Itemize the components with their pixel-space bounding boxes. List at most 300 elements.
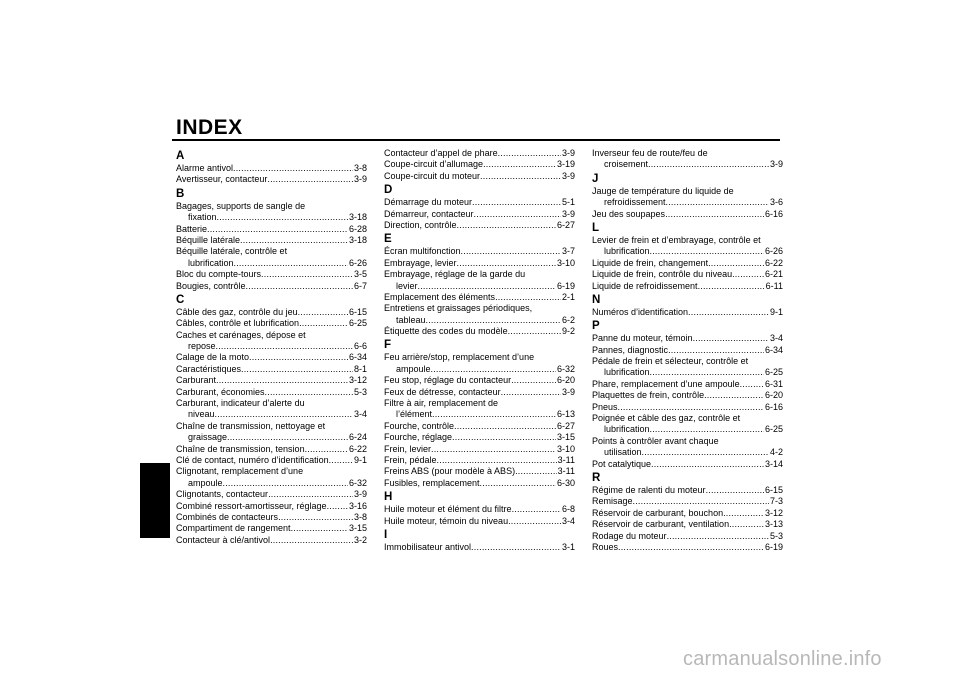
index-entry bbox=[176, 269, 367, 280]
page-title: INDEX bbox=[176, 116, 243, 139]
index-entry-text: Alarme antivol bbox=[176, 163, 234, 173]
dot-leader bbox=[454, 421, 556, 432]
dot-leader bbox=[666, 197, 769, 208]
index-entry bbox=[592, 542, 783, 553]
index-entry bbox=[384, 504, 575, 515]
index-letter-heading: N bbox=[592, 293, 601, 306]
index-letter-heading: L bbox=[592, 221, 600, 234]
index-page-ref: 3-4 bbox=[353, 409, 367, 420]
index-page-ref: 3-6 bbox=[769, 197, 783, 208]
index-page-ref: 6-15 bbox=[348, 306, 367, 317]
index-entry-text: Combiné ressort-amortisseur, réglage bbox=[176, 500, 327, 511]
index-entry bbox=[176, 523, 367, 534]
index-entry-text: Bagages, supports de sangle de bbox=[176, 200, 306, 211]
index-entry-text: Feu stop, réglage du contacteur bbox=[384, 375, 512, 386]
index-entry bbox=[384, 432, 575, 443]
index-entry bbox=[176, 318, 367, 329]
index-entry bbox=[176, 174, 367, 185]
index-letter-heading: J bbox=[592, 172, 599, 185]
index-page-ref: 6-20 bbox=[556, 375, 575, 386]
index-entry-text: lubrification bbox=[604, 424, 650, 435]
dot-leader bbox=[693, 333, 769, 344]
index-entry-text: Câbles, contrôle et lubrification bbox=[176, 318, 300, 329]
index-entry bbox=[592, 281, 783, 292]
index-entry bbox=[384, 466, 575, 477]
index-entry-text: Écran multifonction bbox=[384, 246, 461, 257]
index-entry-text: Batterie bbox=[176, 223, 208, 234]
index-letter-heading: C bbox=[176, 293, 185, 306]
index-entry bbox=[384, 258, 575, 269]
index-page-ref: 7-3 bbox=[769, 496, 783, 507]
index-entry bbox=[592, 496, 783, 507]
index-entry-text: Poignée et câble des gaz, contrôle et bbox=[592, 413, 741, 424]
index-entry bbox=[384, 303, 575, 326]
index-entry-text: Feux de détresse, contacteur bbox=[384, 386, 501, 397]
index-entry-text: Entretiens et graissages périodiques, bbox=[384, 303, 533, 314]
index-entry bbox=[176, 398, 367, 421]
index-entry bbox=[176, 489, 367, 500]
index-page-ref: 6-21 bbox=[764, 269, 783, 280]
dot-leader bbox=[665, 209, 764, 220]
index-page-ref: 3-19 bbox=[556, 159, 575, 170]
index-page-ref: 6-28 bbox=[348, 223, 367, 234]
index-page-ref: 8-1 bbox=[353, 363, 367, 374]
index-entry bbox=[176, 246, 367, 269]
index-entry-text: Avertisseur, contacteur bbox=[176, 174, 268, 185]
dot-leader bbox=[618, 402, 764, 413]
index-entry-text: Pédale de frein et sélecteur, contrôle et bbox=[592, 356, 749, 367]
index-entry bbox=[592, 258, 783, 269]
index-page-ref: 3-9 bbox=[561, 148, 575, 158]
index-entry bbox=[176, 501, 367, 512]
index-entry bbox=[592, 459, 783, 470]
index-entry bbox=[592, 402, 783, 413]
index-entry bbox=[176, 352, 367, 363]
index-entry bbox=[384, 542, 575, 553]
index-page-ref: 3-9 bbox=[561, 386, 575, 397]
index-letter-heading: A bbox=[176, 150, 185, 162]
index-entry-text: ampoule bbox=[188, 477, 223, 488]
index-entry bbox=[384, 375, 575, 386]
index-entry-text: lubrification bbox=[188, 257, 234, 268]
dot-leader bbox=[299, 318, 348, 329]
index-page-ref: 6-19 bbox=[764, 541, 783, 552]
index-page-ref: 3-14 bbox=[764, 458, 783, 469]
index-entry-text: Contacteur à clé/antivol bbox=[176, 534, 271, 545]
index-entry-text: Coupe-circuit d’allumage bbox=[384, 159, 484, 170]
index-letter-heading: R bbox=[592, 471, 601, 484]
dot-leader bbox=[708, 258, 764, 269]
dot-leader bbox=[426, 315, 561, 326]
index-entry-text: Carburant bbox=[176, 375, 217, 386]
index-entry-text: Plaquettes de frein, contrôle bbox=[592, 390, 705, 401]
index-entry bbox=[176, 235, 367, 246]
index-page-ref: 9-2 bbox=[561, 326, 575, 337]
index-entry-text: tableau bbox=[396, 314, 426, 325]
index-entry-text: refroidissement bbox=[604, 197, 666, 208]
dot-leader bbox=[508, 326, 561, 337]
index-entry-text: Numéros d’identification bbox=[592, 306, 689, 317]
index-entry-text: Embrayage, levier bbox=[384, 257, 457, 268]
index-entry-text: Calage de la moto bbox=[176, 352, 250, 363]
dot-leader bbox=[650, 246, 764, 257]
index-page-ref: 3-7 bbox=[561, 246, 575, 257]
index-entry-text: Carburant, économies bbox=[176, 386, 265, 397]
dot-leader bbox=[215, 409, 353, 420]
index-entry-text: Points à contrôler avant chaque bbox=[592, 435, 719, 446]
dot-leader bbox=[732, 269, 764, 280]
dot-leader bbox=[431, 444, 556, 455]
index-page-ref: 3-18 bbox=[348, 234, 367, 245]
index-page-ref: 6-26 bbox=[348, 257, 367, 268]
index-letter-heading: I bbox=[384, 528, 388, 541]
index-entry-text: Compartiment de rangement bbox=[176, 523, 291, 534]
dot-leader bbox=[233, 163, 353, 174]
index-entry bbox=[384, 455, 575, 466]
dot-leader bbox=[223, 478, 348, 489]
index-page-ref: 6-31 bbox=[764, 378, 783, 389]
index-entry-text: Roues bbox=[592, 541, 619, 552]
dot-leader bbox=[688, 307, 769, 318]
dot-leader bbox=[437, 455, 557, 466]
index-page-ref: 3-9 bbox=[561, 170, 575, 181]
dot-leader bbox=[207, 224, 348, 235]
dot-leader bbox=[234, 258, 348, 269]
index-page-ref: 6-15 bbox=[764, 484, 783, 495]
index-page-ref: 6-11 bbox=[765, 280, 783, 291]
index-page-ref: 6-8 bbox=[561, 504, 575, 515]
dot-leader bbox=[305, 444, 348, 455]
index-page-ref: 6-16 bbox=[764, 208, 783, 219]
dot-leader bbox=[216, 375, 348, 386]
index-page-ref: 6-7 bbox=[353, 280, 367, 291]
title-rule bbox=[172, 139, 780, 141]
index-entry bbox=[592, 307, 783, 318]
index-entry bbox=[592, 345, 783, 356]
index-page-ref: 3-4 bbox=[769, 333, 783, 344]
dot-leader bbox=[461, 246, 561, 257]
index-letter-heading: B bbox=[176, 187, 185, 200]
dot-leader bbox=[432, 409, 556, 420]
index-page-ref: 4-2 bbox=[769, 447, 783, 458]
dot-leader bbox=[246, 281, 353, 292]
index-entry bbox=[384, 516, 575, 527]
dot-leader bbox=[329, 455, 353, 466]
index-entry bbox=[592, 333, 783, 344]
index-entry-text: Rodage du moteur bbox=[592, 530, 667, 541]
index-page-ref: 6-26 bbox=[764, 246, 783, 257]
index-entry bbox=[176, 455, 367, 466]
index-entry-text: Régime de ralenti du moteur bbox=[592, 484, 706, 495]
index-entry-text: l’élément bbox=[396, 409, 433, 420]
index-entry bbox=[592, 269, 783, 280]
index-entry-text: Béquille latérale, contrôle et bbox=[176, 246, 288, 257]
index-entry-text: repose bbox=[188, 341, 216, 352]
index-entry-text: Fourche, contrôle bbox=[384, 420, 455, 431]
index-entry-text: croisement bbox=[604, 159, 649, 170]
index-entry-text: levier bbox=[396, 280, 418, 291]
index-entry bbox=[176, 512, 367, 523]
index-entry-text: fixation bbox=[188, 212, 217, 223]
index-entry-text: Chaîne de transmission, nettoyage et bbox=[176, 420, 326, 431]
index-entry-text: Filtre à air, remplacement de bbox=[384, 398, 499, 409]
index-entry-text: Démarreur, contacteur bbox=[384, 208, 474, 219]
index-page-ref: 3-10 bbox=[556, 257, 575, 268]
index-entry bbox=[176, 421, 367, 444]
index-letter-heading: H bbox=[384, 491, 393, 504]
index-entry bbox=[384, 269, 575, 292]
index-entry bbox=[592, 519, 783, 530]
index-page-ref: 6-32 bbox=[556, 363, 575, 374]
dot-leader bbox=[327, 501, 348, 512]
index-page-ref: 9-1 bbox=[353, 454, 367, 465]
index-page-ref: 3-5 bbox=[353, 269, 367, 280]
index-page-ref: 6-27 bbox=[556, 420, 575, 431]
index-letter-heading: F bbox=[384, 339, 392, 352]
index-page-ref: 5-3 bbox=[769, 530, 783, 541]
index-entry-text: Caches et carénages, dépose et bbox=[176, 329, 306, 340]
index-entry-text: Coupe-circuit du moteur bbox=[384, 170, 481, 181]
index-page-ref: 3-9 bbox=[353, 174, 367, 185]
dot-leader bbox=[268, 489, 353, 500]
dot-leader bbox=[227, 432, 348, 443]
index-page-ref: 3-15 bbox=[348, 523, 367, 534]
index-entry-text: Combinés de contacteurs bbox=[176, 511, 279, 522]
index-entry-text: Liquide de frein, changement bbox=[592, 257, 709, 268]
dot-leader bbox=[667, 531, 769, 542]
index-entry bbox=[384, 197, 575, 208]
dot-leader bbox=[698, 281, 765, 292]
index-page-ref: 3-13 bbox=[764, 519, 783, 530]
index-entry-text: Phare, remplacement d’une ampoule bbox=[592, 378, 740, 389]
index-page-ref: 3-9 bbox=[353, 489, 367, 500]
index-entry-text: Réservoir de carburant, ventilation bbox=[592, 519, 730, 530]
index-page-ref: 6-32 bbox=[348, 477, 367, 488]
dot-leader bbox=[501, 387, 561, 398]
index-page-ref: 6-20 bbox=[764, 390, 783, 401]
index-entry-text: Clé de contact, numéro d’identification bbox=[176, 454, 329, 465]
index-entry-text: Huile moteur et élément du filtre bbox=[384, 504, 512, 515]
dot-leader bbox=[298, 307, 348, 318]
dot-leader bbox=[511, 375, 556, 386]
index-entry bbox=[384, 326, 575, 337]
index-entry-text: graissage bbox=[188, 432, 228, 443]
section-tab bbox=[140, 463, 170, 538]
index-entry bbox=[176, 201, 367, 224]
dot-leader bbox=[650, 424, 764, 435]
index-entry-text: lubrification bbox=[604, 367, 650, 378]
index-entry bbox=[384, 387, 575, 398]
index-entry-text: Emplacement des éléments bbox=[384, 291, 496, 302]
dot-leader bbox=[651, 459, 764, 470]
index-entry-text: Feu arrière/stop, remplacement d’une bbox=[384, 352, 535, 363]
index-entry-text: Jauge de température du liquide de bbox=[592, 185, 734, 196]
index-entry bbox=[176, 375, 367, 386]
index-entry-text: Chaîne de transmission, tension bbox=[176, 443, 305, 454]
index-entry bbox=[592, 413, 783, 436]
index-entry-text: Réservoir de carburant, bouchon bbox=[592, 507, 724, 518]
index-entry bbox=[176, 535, 367, 546]
index-page-ref: 6-22 bbox=[764, 257, 783, 268]
index-page-ref: 3-12 bbox=[348, 375, 367, 386]
index-entry-text: Pneus bbox=[592, 401, 618, 412]
dot-leader bbox=[474, 209, 561, 220]
index-entry-text: Fusibles, remplacement bbox=[384, 477, 480, 488]
dot-leader bbox=[241, 364, 353, 375]
dot-leader bbox=[723, 508, 764, 519]
dot-leader bbox=[480, 171, 561, 182]
index-entry-text: Bougies, contrôle bbox=[176, 280, 246, 291]
watermark: carmanualsonline.info bbox=[683, 648, 882, 670]
index-entry-text: Remisage bbox=[592, 496, 633, 507]
index-entry-text: ampoule bbox=[396, 363, 431, 374]
dot-leader bbox=[291, 523, 348, 534]
index-page-ref: 6-19 bbox=[556, 280, 575, 291]
index-entry-text: Clignotant, remplacement d’une bbox=[176, 466, 304, 477]
index-entry bbox=[592, 485, 783, 496]
index-entry-text: Jeu des soupapes bbox=[592, 208, 666, 219]
dot-leader bbox=[217, 212, 348, 223]
index-entry-text: Huile moteur, témoin du niveau bbox=[384, 515, 509, 526]
index-entry bbox=[176, 444, 367, 455]
index-entry-text: Carburant, indicateur d’alerte du bbox=[176, 398, 305, 409]
index-entry bbox=[176, 281, 367, 292]
index-entry bbox=[176, 364, 367, 375]
index-page-ref: 6-25 bbox=[764, 367, 783, 378]
dot-leader bbox=[278, 512, 353, 523]
dot-leader bbox=[472, 197, 561, 208]
index-page-ref: 3-16 bbox=[348, 500, 367, 511]
index-page-ref: 6-22 bbox=[348, 443, 367, 454]
dot-leader bbox=[740, 379, 764, 390]
index-entry-text: Caractéristiques bbox=[176, 363, 242, 374]
dot-leader bbox=[457, 258, 556, 269]
index-entry-text: Clignotants, contacteur bbox=[176, 489, 269, 500]
index-entry bbox=[592, 148, 783, 171]
index-entry bbox=[384, 478, 575, 489]
index-page-ref: 9-1 bbox=[769, 306, 783, 317]
index-page-ref: 5-3 bbox=[353, 386, 367, 397]
index-entry-text: Démarrage du moteur bbox=[384, 197, 473, 208]
index-entry bbox=[176, 307, 367, 318]
dot-leader bbox=[650, 367, 764, 378]
dot-leader bbox=[729, 519, 764, 530]
index-entry bbox=[592, 209, 783, 220]
index-column-1 bbox=[176, 148, 367, 546]
index-entry-text: Levier de frein et d’embrayage, contrôle et bbox=[592, 234, 761, 245]
index-entry bbox=[384, 159, 575, 170]
dot-leader bbox=[704, 390, 764, 401]
index-entry bbox=[176, 466, 367, 489]
index-page-ref: 6-24 bbox=[348, 432, 367, 443]
dot-leader bbox=[457, 220, 556, 231]
index-page-ref: 3-8 bbox=[353, 163, 367, 173]
index-entry bbox=[592, 379, 783, 390]
index-page-ref: 6-16 bbox=[764, 401, 783, 412]
index-entry-text: Liquide de refroidissement bbox=[592, 280, 698, 291]
index-entry bbox=[384, 209, 575, 220]
dot-leader bbox=[633, 496, 769, 507]
dot-leader bbox=[480, 478, 556, 489]
dot-leader bbox=[452, 432, 556, 443]
index-entry-text: Étiquette des codes du modèle bbox=[384, 326, 508, 337]
index-entry bbox=[384, 421, 575, 432]
index-entry bbox=[592, 531, 783, 542]
index-column-3 bbox=[592, 148, 783, 553]
index-entry-text: Pannes, diagnostic bbox=[592, 344, 669, 355]
dot-leader bbox=[418, 281, 556, 292]
index-entry bbox=[384, 352, 575, 375]
dot-leader bbox=[495, 292, 561, 303]
index-page-ref: 6-25 bbox=[348, 318, 367, 329]
index-page-ref: 3-2 bbox=[353, 534, 367, 545]
index-entry-text: Immobilisateur antivol bbox=[384, 541, 472, 552]
index-entry-text: lubrification bbox=[604, 246, 650, 257]
dot-leader bbox=[642, 447, 769, 458]
index-page-ref: 3-11 bbox=[557, 454, 575, 465]
dot-leader bbox=[240, 235, 348, 246]
index-entry-text: Liquide de frein, contrôle du niveau bbox=[592, 269, 733, 280]
dot-leader bbox=[668, 345, 764, 356]
index-entry-text: Embrayage, réglage de la garde du bbox=[384, 269, 526, 280]
index-entry bbox=[592, 235, 783, 258]
dot-leader bbox=[471, 542, 561, 553]
dot-leader bbox=[267, 174, 353, 185]
dot-leader bbox=[483, 159, 556, 170]
index-entry bbox=[176, 224, 367, 235]
index-entry-text: Direction, contrôle bbox=[384, 219, 457, 230]
dot-leader bbox=[508, 516, 561, 527]
index-entry bbox=[176, 163, 367, 174]
index-page-ref: 3-18 bbox=[348, 212, 367, 223]
index-entry-text: Béquille latérale bbox=[176, 234, 241, 245]
index-entry bbox=[384, 220, 575, 231]
index-page-ref: 3-8 bbox=[353, 511, 367, 522]
index-entry-text: Bloc du compte-tours bbox=[176, 269, 262, 280]
index-page-ref: 6-25 bbox=[764, 424, 783, 435]
index-entry-text: Pot catalytique bbox=[592, 458, 652, 469]
index-entry bbox=[592, 390, 783, 401]
index-page-ref: 5-1 bbox=[561, 197, 575, 208]
index-entry bbox=[384, 398, 575, 421]
index-column-2 bbox=[384, 148, 575, 553]
index-letter-heading: D bbox=[384, 184, 393, 197]
index-entry-text: Câble des gaz, contrôle du jeu bbox=[176, 306, 298, 317]
index-page-ref: 3-10 bbox=[556, 443, 575, 454]
index-entry bbox=[384, 292, 575, 303]
dot-leader bbox=[270, 535, 353, 546]
index-page-ref: 3-15 bbox=[556, 432, 575, 443]
index-entry-text: utilisation bbox=[604, 447, 642, 458]
index-page-ref: 6-13 bbox=[556, 409, 575, 420]
index-entry bbox=[592, 186, 783, 209]
index-page-ref: 3-11 bbox=[557, 466, 575, 477]
dot-leader bbox=[618, 542, 764, 553]
index-entry bbox=[592, 508, 783, 519]
index-letter-heading: E bbox=[384, 233, 392, 246]
index-entry-text: niveau bbox=[188, 409, 215, 420]
index-page-ref: 6-27 bbox=[556, 219, 575, 230]
index-page-ref: 6-30 bbox=[556, 477, 575, 488]
index-entry-text: Frein, pédale bbox=[384, 454, 437, 465]
index-entry-text: Contacteur d’appel de phare bbox=[384, 148, 498, 158]
index-page-ref: 3-12 bbox=[764, 507, 783, 518]
index-entry bbox=[384, 171, 575, 182]
index-page-ref: 3-1 bbox=[561, 541, 575, 552]
dot-leader bbox=[249, 352, 348, 363]
index-entry bbox=[384, 246, 575, 257]
dot-leader bbox=[261, 269, 353, 280]
